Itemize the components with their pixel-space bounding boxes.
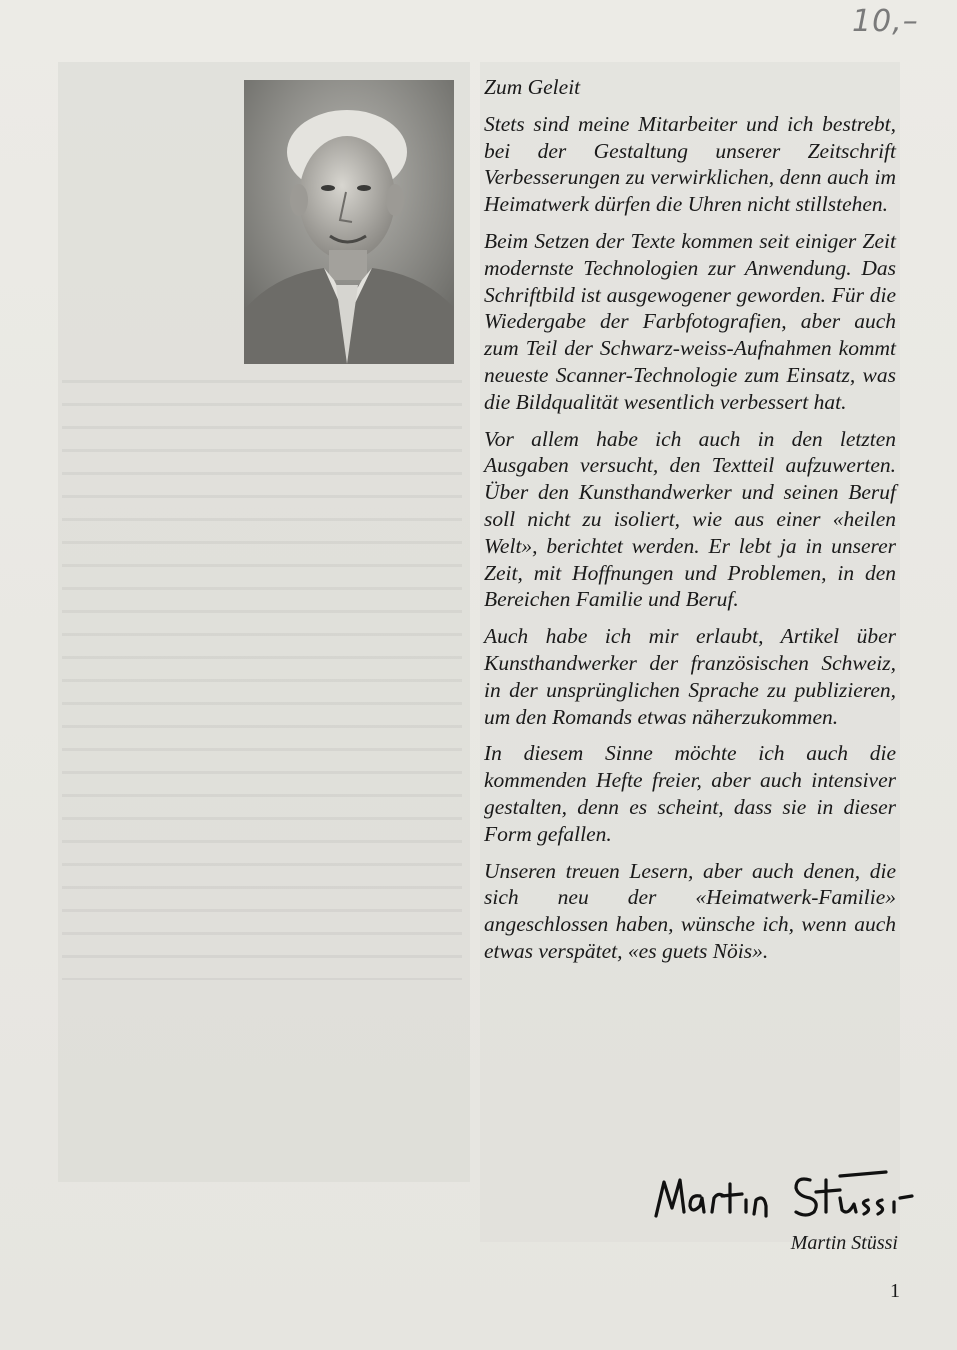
pencil-price-note: 10,– [852, 4, 919, 39]
author-portrait-photo [244, 80, 454, 364]
signer-name: Martin Stüssi [790, 1232, 898, 1254]
editorial-paragraph-2: Beim Setzen der Texte kommen seit einiger Zeit modernste Technologien zur Anwendung. Das Schriftbild ist ausgewogener geworden. Für die Wiedergabe der Farbfotografien, aber auch zum Teil der Schwarz-weiss-Aufnahmen kommt neueste Scanner-Technologie zum Einsatz, was die Bildqualität wesentlich verbessert hat. [484, 228, 896, 414]
show-through-lines [62, 380, 462, 980]
portrait-image [244, 80, 454, 364]
editorial-paragraph-5: In diesem Sinne möchte ich auch die kommenden Hefte freier, aber auch intensiver gestalten, denn es scheint, dass sie in dieser Form gefallen. [484, 741, 896, 846]
editorial-heading: Zum Geleit [484, 75, 581, 99]
handwritten-signature [650, 1158, 920, 1228]
editorial-paragraph-3: Vor allem habe ich auch in den letzten Ausgaben versucht, den Textteil aufzuwerten. Über den Kunsthandwerker und seinen Beruf soll nicht zu isoliert, wie aus einer «heilen Welt», berichtet werden. Er lebt ja in unserer Zeit, mit Hoffnungen und Problemen, in den Bereichen Familie und Beruf. [484, 426, 896, 612]
signature-image [650, 1158, 920, 1228]
editorial-text [484, 74, 896, 975]
editorial-paragraph-6: Unseren treuen Lesern, aber auch denen, die sich neu der «Heimatwerk-Familie» angeschlossen haben, wünsche ich, wenn auch etwas verspätet, «es guets Nöis». [484, 858, 896, 963]
editorial-paragraph-4: Auch habe ich mir erlaubt, Artikel über Kunsthandwerker der französischen Schweiz, in der unsprünglichen Sprache zu publizieren, um den Romands etwas näherzukommen. [484, 624, 896, 729]
page-number: 1 [890, 1280, 900, 1302]
editorial-paragraph-1: Stets sind meine Mitarbeiter und ich bestrebt, bei der Gestaltung unserer Zeitschrift Verbesserungen zu verwirklichen, denn auch im Heimatwerk dürfen die Uhren nicht stillstehen. [484, 111, 896, 217]
